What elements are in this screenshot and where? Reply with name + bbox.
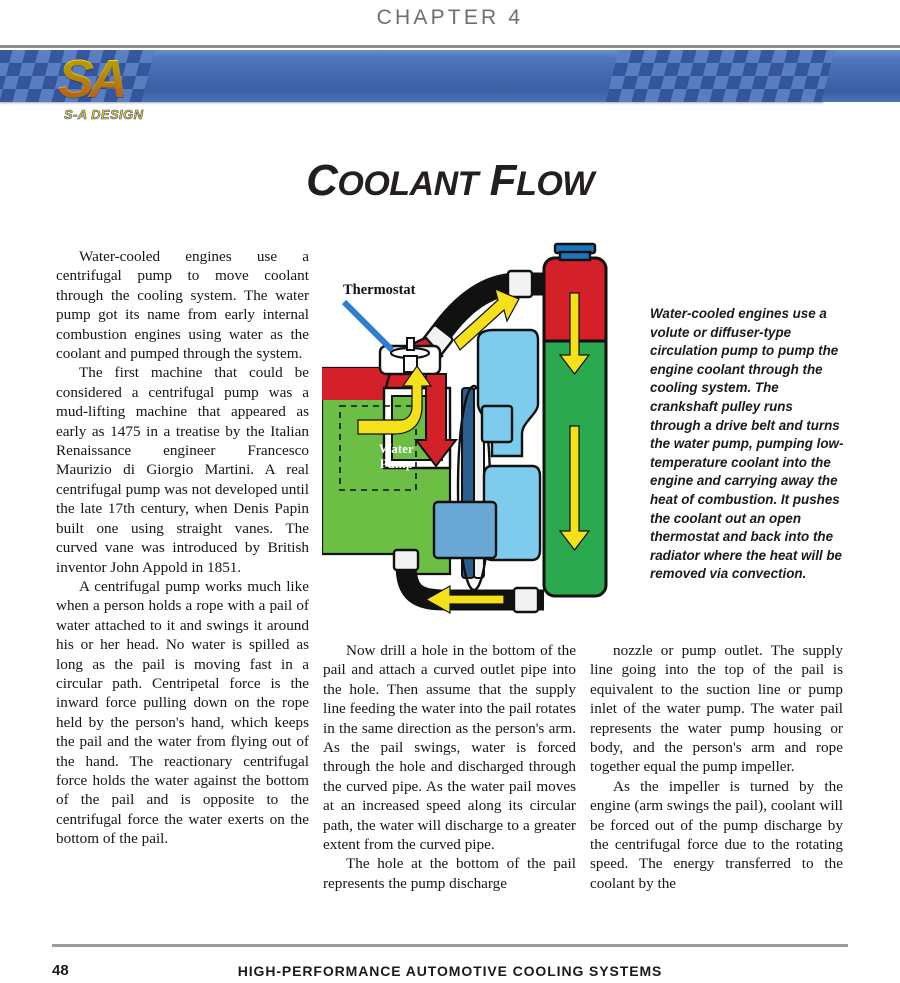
thermostat-label: Thermostat	[343, 282, 416, 298]
paragraph: Water-cooled engines use a centrifugal pump to move coolant through the cooling system. The water pump got its name from early internal combustion engines using water as the coolant and pumped through the system.	[56, 248, 309, 363]
page-title	[0, 156, 900, 206]
body-column-left	[56, 247, 309, 849]
paragraph: nozzle or pump outlet. The supply line going into the top of the pail is equivalent to the suction line or pump inlet of the water pump. The water pail represents the water pump housing or body, and the person's arm and rope together equal the pump impeller.	[590, 642, 843, 776]
water-pump-label-line2: Pump	[379, 456, 413, 471]
footer-divider-rule	[52, 944, 848, 947]
banner-side-stripe	[822, 50, 900, 102]
accessory-block	[434, 502, 496, 558]
chapter-label: CHAPTER 4	[376, 6, 524, 29]
paragraph: A centrifugal pump works much like when a person holds a rope with a pail of water attached to it and swings it around his or her head. No water is spilled as long as the pail is moving fast in a circular path. Centripetal force is the inward force pulling down on the rope held by the person's hand, which keeps the pail and the water from flying out of the hand. The reactionary centrifugal force holds the water against the bottom of the pail and is opposite to the centrifugal force the water exerts on the bottom of the pail.	[56, 577, 309, 848]
thermostat-pointer-line	[344, 302, 392, 350]
paragraph: The first machine that could be considered a centrifugal pump was a mud-lifting machine that appeared as early as 1475 in a treatise by the Italian Renaissance engineer Francesco Maurizio di Giorgio Martini. A real centrifugal pump was not developed until the late 17th century, when Denis Papin built one using straight vanes. The curved vane was introduced by British inventor John Appold in 1851.	[56, 364, 309, 576]
water-pump-label-line1: Water	[379, 441, 414, 456]
water-pump-label	[379, 441, 414, 471]
body-column-right	[590, 641, 843, 893]
paragraph: As the impeller is turned by the engine (arm swings the pail), coolant will be forced out of the pump discharge by the centrifugal force due to the rotating speed. The energy transferred to the coolant by the	[590, 777, 843, 892]
title-word1-rest: OOLANT	[337, 165, 478, 203]
title-word1-cap: C	[306, 156, 338, 205]
banner-checker-right	[606, 50, 835, 102]
paragraph: Now drill a hole in the bottom of the pail and attach a curved outlet pipe into the hole. Then assume that the supply line feeding the water into the pail rotates in the same direction as the person's arm. As the pail swings, water is forced through the hole and discharged through the curved pipe. As the water pail moves at an increased speed along its circular path, the water will discharge to a greater extent from the curved pipe.	[323, 642, 576, 854]
sa-monogram: SA	[58, 49, 124, 109]
cooling-system-diagram	[322, 238, 622, 623]
radiator-cap-neck	[560, 252, 590, 260]
running-title: HIGH-PERFORMANCE AUTOMOTIVE COOLING SYSTEMS	[237, 963, 663, 979]
figure-caption: Water-cooled engines use a volute or diffuser-type circulation pump to pump the engine coolant through the cooling system. The crankshaft pulley runs through a drive belt and turns the water pump, pumping low-temperature coolant into the engine and carrying away the heat of combustion. It pushes the coolant out an open thermostat and back into the radiator where the heat will be removed via convection.	[650, 306, 844, 582]
page-number: 48	[52, 962, 69, 979]
title-word2-cap: F	[489, 156, 517, 205]
title-word2-rest: LOW	[516, 165, 594, 203]
paragraph: The hole at the bottom of the pail represents the pump discharge	[323, 855, 576, 892]
sa-design-logo	[52, 49, 172, 130]
body-column-middle	[323, 641, 576, 893]
sa-design-wordmark: S-A DESIGN	[64, 107, 144, 122]
fan-hub	[482, 406, 512, 442]
header-divider-rule	[0, 45, 900, 48]
